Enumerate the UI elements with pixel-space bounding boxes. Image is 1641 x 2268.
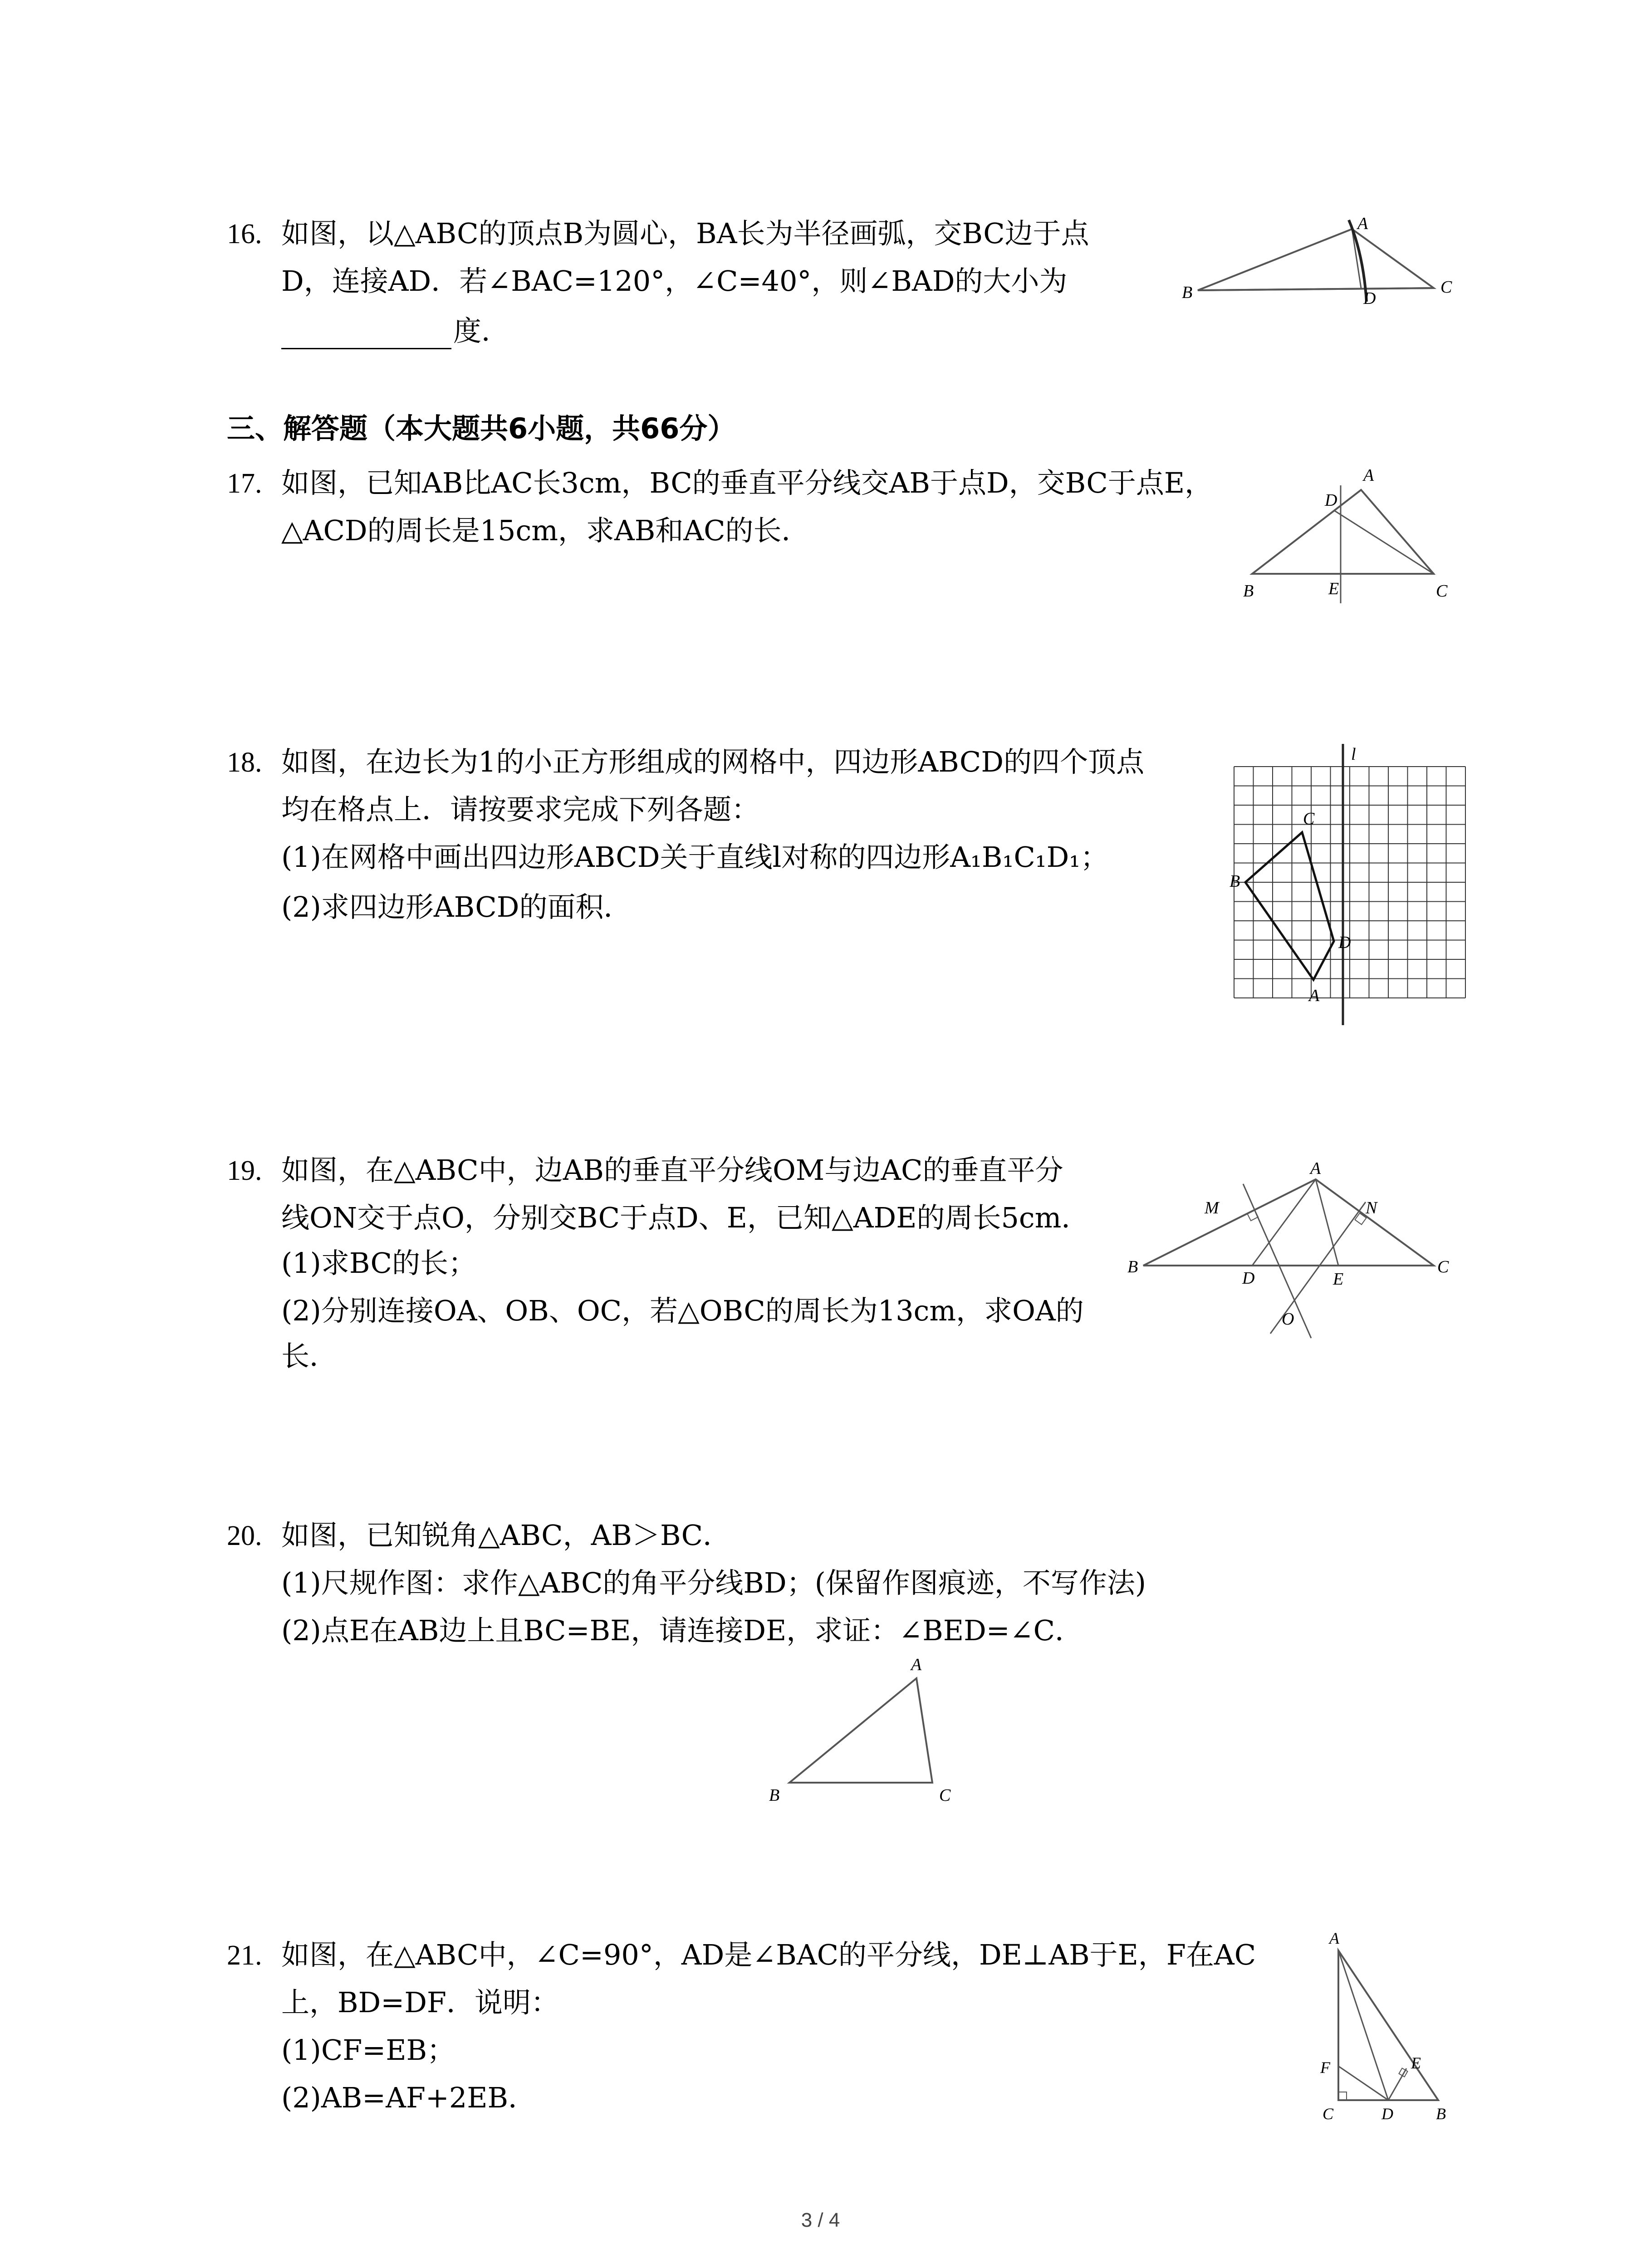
q21-label-B: B: [1436, 2105, 1446, 2123]
q20-label-A: A: [911, 1655, 922, 1674]
q20-text-2: (1)尺规作图：求作△ABC的角平分线BD；(保留作图痕迹，不写作法): [281, 1566, 1146, 1599]
q18-text-2: 均在格点上．请按要求完成下列各题：: [281, 793, 760, 826]
q18-label-D: D: [1338, 933, 1351, 952]
q21-label-F: F: [1320, 2058, 1330, 2077]
q18-label-l: l: [1351, 745, 1356, 764]
q16-text-1: 如图，以△ABC的顶点B为圆心，BA长为半径画弧，交BC边于点: [281, 217, 1089, 250]
q16-line-3: [281, 313, 509, 349]
q17-label-E: E: [1328, 579, 1339, 598]
q18-text-4: (2)求四边形ABCD的面积．: [281, 890, 632, 924]
q18-line-1: [227, 744, 1144, 781]
q19-text-2: 线ON交于点O，分别交BC于点D、E，已知△ADE的周长5cm．: [281, 1201, 1090, 1234]
q17-line-1: [227, 465, 1213, 502]
q19-text-4: (2)分别连接OA、OB、OC，若△OBC的周长为13cm，求OA的: [281, 1294, 1084, 1327]
q20-text-3: (2)点E在AB边上且BC=BE，请连接DE，求证：∠BED=∠C．: [281, 1614, 1083, 1647]
q16-label-D: D: [1363, 289, 1376, 308]
q17-text-2: △ACD的周长是15cm，求AB和AC的长．: [281, 514, 810, 547]
q21-number: 21.: [227, 1940, 262, 1971]
q18-text-3: (1)在网格中画出四边形ABCD关于直线l对称的四边形A₁B₁C₁D₁；: [281, 841, 1109, 874]
q17-text-1: 如图，已知AB比AC长3cm，BC的垂直平分线交AB于点D，交BC于点E，: [281, 466, 1213, 499]
q19-label-C: C: [1437, 1257, 1449, 1276]
q18-label-A: A: [1309, 986, 1320, 1005]
q18-label-C: C: [1303, 809, 1315, 828]
q20-number: 20.: [227, 1520, 262, 1551]
q21-text-1: 如图，在△ABC中，∠C=90°，AD是∠BAC的平分线，DE⊥AB于E，F在AC: [281, 1938, 1256, 1971]
page-number: 3 / 4: [801, 2209, 840, 2231]
q16-line-1: [227, 215, 1089, 252]
section-heading: 三、解答题（本大题共6小题，共66分）: [227, 412, 736, 445]
q16-label-C: C: [1440, 278, 1452, 297]
q19-label-B: B: [1127, 1257, 1138, 1276]
q19-text-3: (1)求BC的长；: [281, 1246, 476, 1280]
q19-line-1: [227, 1152, 1063, 1189]
q17-label-D: D: [1325, 491, 1337, 510]
q21-label-D: D: [1381, 2105, 1393, 2123]
q20-line-1: [227, 1517, 731, 1554]
q19-label-A: A: [1310, 1159, 1321, 1178]
q16-label-A: A: [1357, 214, 1368, 233]
q18-number: 18.: [227, 747, 262, 778]
q20-label-C: C: [939, 1786, 951, 1805]
q19-figure: [1121, 1139, 1465, 1347]
q21-text-3: (1)CF=EB；: [281, 2033, 456, 2067]
q21-text-4: (2)AB=AF+2EB．: [281, 2081, 537, 2114]
q16-number: 16.: [227, 219, 262, 249]
q17-label-C: C: [1436, 582, 1448, 601]
q17-label-B: B: [1243, 582, 1254, 601]
q16-answer-blank[interactable]: [281, 321, 451, 349]
q16-text-3: 度．: [453, 314, 510, 347]
q16-label-B: B: [1182, 283, 1193, 302]
q21-text-2: 上，BD=DF．说明：: [281, 1986, 559, 2019]
q16-text-2: D，连接AD．若∠BAC=120°，∠C=40°，则∠BAD的大小为: [281, 264, 1068, 298]
q17-label-A: A: [1363, 466, 1374, 485]
q19-label-D: D: [1242, 1269, 1255, 1288]
q19-label-M: M: [1205, 1198, 1219, 1217]
q19-label-E: E: [1333, 1270, 1344, 1289]
q21-label-E: E: [1411, 2054, 1421, 2072]
q19-number: 19.: [227, 1155, 262, 1186]
q19-text-5: 长．: [281, 1339, 338, 1373]
q16-figure: [1171, 209, 1461, 313]
q18-label-B: B: [1230, 872, 1240, 891]
q21-label-A: A: [1329, 1929, 1339, 1947]
q20-label-B: B: [769, 1786, 780, 1805]
q20-figure: [753, 1642, 1007, 1814]
q21-line-1: [227, 1937, 1256, 1974]
q19-text-1: 如图，在△ABC中，边AB的垂直平分线OM与边AC的垂直平分: [281, 1154, 1063, 1187]
q19-label-O: O: [1282, 1310, 1294, 1329]
q21-label-C: C: [1323, 2105, 1334, 2123]
q21-figure: [1298, 1923, 1470, 2123]
q18-text-1: 如图，在边长为1的小正方形组成的网格中，四边形ABCD的四个顶点: [281, 745, 1145, 778]
q20-text-1: 如图，已知锐角△ABC，AB＞BC．: [281, 1519, 731, 1552]
q18-figure: [1225, 735, 1470, 1025]
q17-figure: [1225, 458, 1470, 608]
q19-label-N: N: [1366, 1198, 1377, 1217]
q17-number: 17.: [227, 468, 262, 499]
